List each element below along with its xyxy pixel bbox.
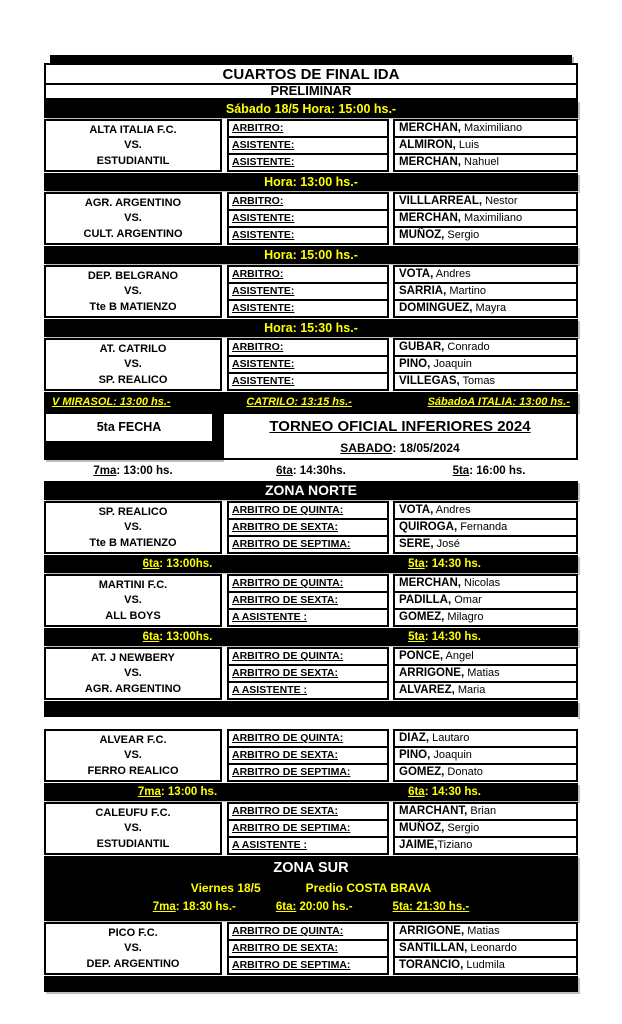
officials-column <box>227 922 578 975</box>
official-name: GOMEZ, Milagro <box>393 608 578 627</box>
category-time: 6ta: 14:30hs. <box>276 464 346 477</box>
match-block <box>44 647 578 700</box>
official-role: ARBITRO: <box>227 265 389 284</box>
match-time-bar: Sábado 18/5 Hora: 15:00 hs.- <box>44 100 578 118</box>
official-name: SARRIA, Martino <box>393 282 578 301</box>
vs-label: VS. <box>124 749 142 762</box>
vs-label: VS. <box>124 594 142 607</box>
tournament-title: TORNEO OFICIAL INFERIORES 2024 <box>269 418 531 435</box>
officials-column <box>227 192 578 245</box>
officials-column <box>227 647 578 700</box>
team-name: SP. REALICO <box>98 505 168 518</box>
official-role: ARBITRO: <box>227 119 389 138</box>
team-name: ALL BOYS <box>105 610 161 623</box>
official-name: GUBAR, Conrado <box>393 338 578 357</box>
official-row <box>227 763 578 782</box>
official-role: ARBITRO DE SEXTA: <box>227 746 389 765</box>
official-row <box>227 153 578 172</box>
team-name: CULT. ARGENTINO <box>83 228 183 241</box>
tournament-header <box>44 412 578 460</box>
team-name: ALTA ITALIA F.C. <box>89 123 177 136</box>
official-role: ASISTENTE: <box>227 153 389 172</box>
official-row <box>227 299 578 318</box>
official-name: QUIROGA, Fernanda <box>393 518 578 537</box>
official-name: PINO, Joaquin <box>393 355 578 374</box>
bottom-rule <box>44 976 578 992</box>
spacer <box>44 717 578 728</box>
official-name: VILLLARREAL, Nestor <box>393 192 578 211</box>
vs-label: VS. <box>124 942 142 955</box>
vs-label: VS. <box>124 358 142 371</box>
fecha-label: 5ta FECHA <box>46 414 212 441</box>
team-name: AT. J NEWBERY <box>91 651 175 664</box>
official-role: ARBITRO DE SEPTIMA: <box>227 535 389 554</box>
team-name: ALVEAR F.C. <box>99 733 167 746</box>
officials-column <box>227 729 578 782</box>
zone-time: 7ma: 13:00 hs. <box>137 786 218 798</box>
zone-time: 5ta: 21:30 hs.- <box>392 901 470 913</box>
team-name: DEP. BELGRANO <box>87 269 179 282</box>
official-name: PADILLA, Omar <box>393 591 578 610</box>
team-name: ESTUDIANTIL <box>96 155 170 168</box>
official-role: A ASISTENTE : <box>227 681 389 700</box>
match-block <box>44 802 578 855</box>
official-role: ASISTENTE: <box>227 136 389 155</box>
empty-bar <box>44 701 578 717</box>
official-role: ASISTENTE: <box>227 209 389 228</box>
match-block <box>44 119 578 172</box>
team-name: FERRO REALICO <box>87 765 179 778</box>
official-row <box>227 836 578 855</box>
team-cell <box>44 802 222 855</box>
official-name: MUÑOZ, Sergio <box>393 226 578 245</box>
team-cell <box>44 265 222 318</box>
vs-label: VS. <box>124 667 142 680</box>
page-title: CUARTOS DE FINAL IDA <box>44 63 578 85</box>
team-cell <box>44 119 222 172</box>
fecha-cell <box>44 412 222 460</box>
official-role: ARBITRO DE QUINTA: <box>227 501 389 520</box>
official-name: VILLEGAS, Tomas <box>393 372 578 391</box>
official-role: ARBITRO DE QUINTA: <box>227 922 389 941</box>
official-row <box>227 608 578 627</box>
officials-column <box>227 338 578 391</box>
zone-time: 6ta: 20:00 hs.- <box>275 901 353 913</box>
page-subtitle: PRELIMINAR <box>44 85 578 100</box>
team-cell <box>44 922 222 975</box>
official-name: VOTA, Andres <box>393 265 578 284</box>
official-name: VOTA, Andres <box>393 501 578 520</box>
official-name: MARCHANT, Brian <box>393 802 578 821</box>
zone-sur-header <box>44 856 578 921</box>
official-name: DIAZ, Lautaro <box>393 729 578 748</box>
official-role: ASISTENTE: <box>227 355 389 374</box>
vs-label: VS. <box>124 139 142 152</box>
team-name: ESTUDIANTIL <box>96 838 170 851</box>
official-role: A ASISTENTE : <box>227 608 389 627</box>
team-cell <box>44 501 222 554</box>
official-name: SERE, José <box>393 535 578 554</box>
match-block <box>44 265 578 318</box>
zone-norte-header: ZONA NORTE <box>44 481 578 500</box>
venue-time: V MIRASOL: 13:00 hs.- <box>52 396 171 408</box>
team-name: DEP. ARGENTINO <box>86 958 180 971</box>
official-role: ASISTENTE: <box>227 226 389 245</box>
official-role: ARBITRO DE QUINTA: <box>227 574 389 593</box>
official-name: JAIME,Tiziano <box>393 836 578 855</box>
team-name: MARTINI F.C. <box>98 578 168 591</box>
team-cell <box>44 338 222 391</box>
venue-time: SábadoA ITALIA: 13:00 hs.- <box>427 396 570 408</box>
official-name: MUÑOZ, Sergio <box>393 819 578 838</box>
official-name: GOMEZ, Donato <box>393 763 578 782</box>
official-row <box>227 226 578 245</box>
official-role: ARBITRO DE SEXTA: <box>227 518 389 537</box>
team-name: PICO F.C. <box>108 926 158 939</box>
vs-label: VS. <box>124 285 142 298</box>
officials-column <box>227 501 578 554</box>
official-role: ARBITRO DE SEXTA: <box>227 802 389 821</box>
zone-sur-date: Viernes 18/5 <box>190 881 261 895</box>
official-name: TORANCIO, Ludmila <box>393 956 578 975</box>
official-role: ASISTENTE: <box>227 282 389 301</box>
official-role: ARBITRO DE SEXTA: <box>227 939 389 958</box>
official-role: ASISTENTE: <box>227 372 389 391</box>
zone-time: 6ta: 13:00hs. <box>142 631 213 643</box>
official-row <box>227 681 578 700</box>
zone-time-bar <box>44 628 578 646</box>
zone-time: 6ta: 13:00hs. <box>142 558 213 570</box>
category-times-row <box>44 460 578 481</box>
zone-sur-times <box>44 898 578 917</box>
match-time-bar: Hora: 15:30 hs.- <box>44 319 578 337</box>
official-name: SANTILLAN, Leonardo <box>393 939 578 958</box>
team-cell <box>44 192 222 245</box>
match-block <box>44 501 578 554</box>
zone-time: 5ta: 14:30 hs. <box>408 631 481 643</box>
team-name: AT. CATRILO <box>99 342 167 355</box>
category-time: 7ma: 13:00 hs. <box>93 464 173 477</box>
official-role: ARBITRO DE SEPTIMA: <box>227 763 389 782</box>
zone-time-bar <box>44 555 578 573</box>
official-role: ARBITRO DE SEXTA: <box>227 591 389 610</box>
official-role: ARBITRO DE SEPTIMA: <box>227 819 389 838</box>
zone-time: 6ta: 14:30 hs. <box>408 786 481 798</box>
official-role: ARBITRO DE SEXTA: <box>227 664 389 683</box>
official-row <box>227 956 578 975</box>
tournament-title-cell <box>222 412 578 460</box>
official-name: MERCHAN, Nahuel <box>393 153 578 172</box>
official-name: PINO, Joaquin <box>393 746 578 765</box>
official-row <box>227 372 578 391</box>
official-role: ARBITRO: <box>227 192 389 211</box>
match-block <box>44 338 578 391</box>
official-name: ALMIRON, Luis <box>393 136 578 155</box>
official-role: A ASISTENTE : <box>227 836 389 855</box>
team-name: CALEUFU F.C. <box>95 806 171 819</box>
match-time-bar: Hora: 13:00 hs.- <box>44 173 578 191</box>
officials-column <box>227 574 578 627</box>
team-name: AGR. ARGENTINO <box>84 196 182 209</box>
official-role: ASISTENTE: <box>227 299 389 318</box>
zone-time: 7ma: 18:30 hs.- <box>152 901 236 913</box>
team-cell <box>44 574 222 627</box>
official-name: ARRIGONE, Matias <box>393 922 578 941</box>
team-name: Tte B MATIENZO <box>89 301 177 314</box>
zone-sur-dateline <box>44 879 578 898</box>
official-name: ALVAREZ, Maria <box>393 681 578 700</box>
officials-column <box>227 265 578 318</box>
zone-time: 5ta: 14:30 hs. <box>408 558 481 570</box>
tournament-date: SABADO: 18/05/2024 <box>340 441 460 455</box>
schedule-table <box>44 55 578 992</box>
zone-sur-title: ZONA SUR <box>273 860 349 876</box>
venue-times-bar <box>44 392 578 412</box>
category-time: 5ta: 16:00 hs. <box>452 464 526 477</box>
team-name: Tte B MATIENZO <box>89 537 177 550</box>
match-block <box>44 922 578 975</box>
official-name: MERCHAN, Maximiliano <box>393 209 578 228</box>
official-name: ARRIGONE, Matias <box>393 664 578 683</box>
official-role: ARBITRO DE QUINTA: <box>227 729 389 748</box>
team-cell <box>44 647 222 700</box>
official-name: DOMINGUEZ, Mayra <box>393 299 578 318</box>
team-name: AGR. ARGENTINO <box>84 683 182 696</box>
official-name: MERCHAN, Maximiliano <box>393 119 578 138</box>
top-rule <box>50 55 572 63</box>
official-role: ARBITRO DE SEPTIMA: <box>227 956 389 975</box>
vs-label: VS. <box>124 822 142 835</box>
officials-column <box>227 119 578 172</box>
match-block <box>44 192 578 245</box>
match-time-bar: Hora: 15:00 hs.- <box>44 246 578 264</box>
zone-time-bar <box>44 783 578 801</box>
match-block <box>44 574 578 627</box>
officials-column <box>227 802 578 855</box>
official-row <box>227 535 578 554</box>
zone-sur-venue: Predio COSTA BRAVA <box>305 881 432 895</box>
official-name: PONCE, Angel <box>393 647 578 666</box>
venue-time: CATRILO: 13:15 hs.- <box>246 396 352 408</box>
official-name: MERCHAN, Nicolas <box>393 574 578 593</box>
official-role: ARBITRO DE QUINTA: <box>227 647 389 666</box>
official-role: ARBITRO: <box>227 338 389 357</box>
vs-label: VS. <box>124 212 142 225</box>
match-block <box>44 729 578 782</box>
vs-label: VS. <box>124 521 142 534</box>
team-name: SP. REALICO <box>98 374 168 387</box>
team-cell <box>44 729 222 782</box>
